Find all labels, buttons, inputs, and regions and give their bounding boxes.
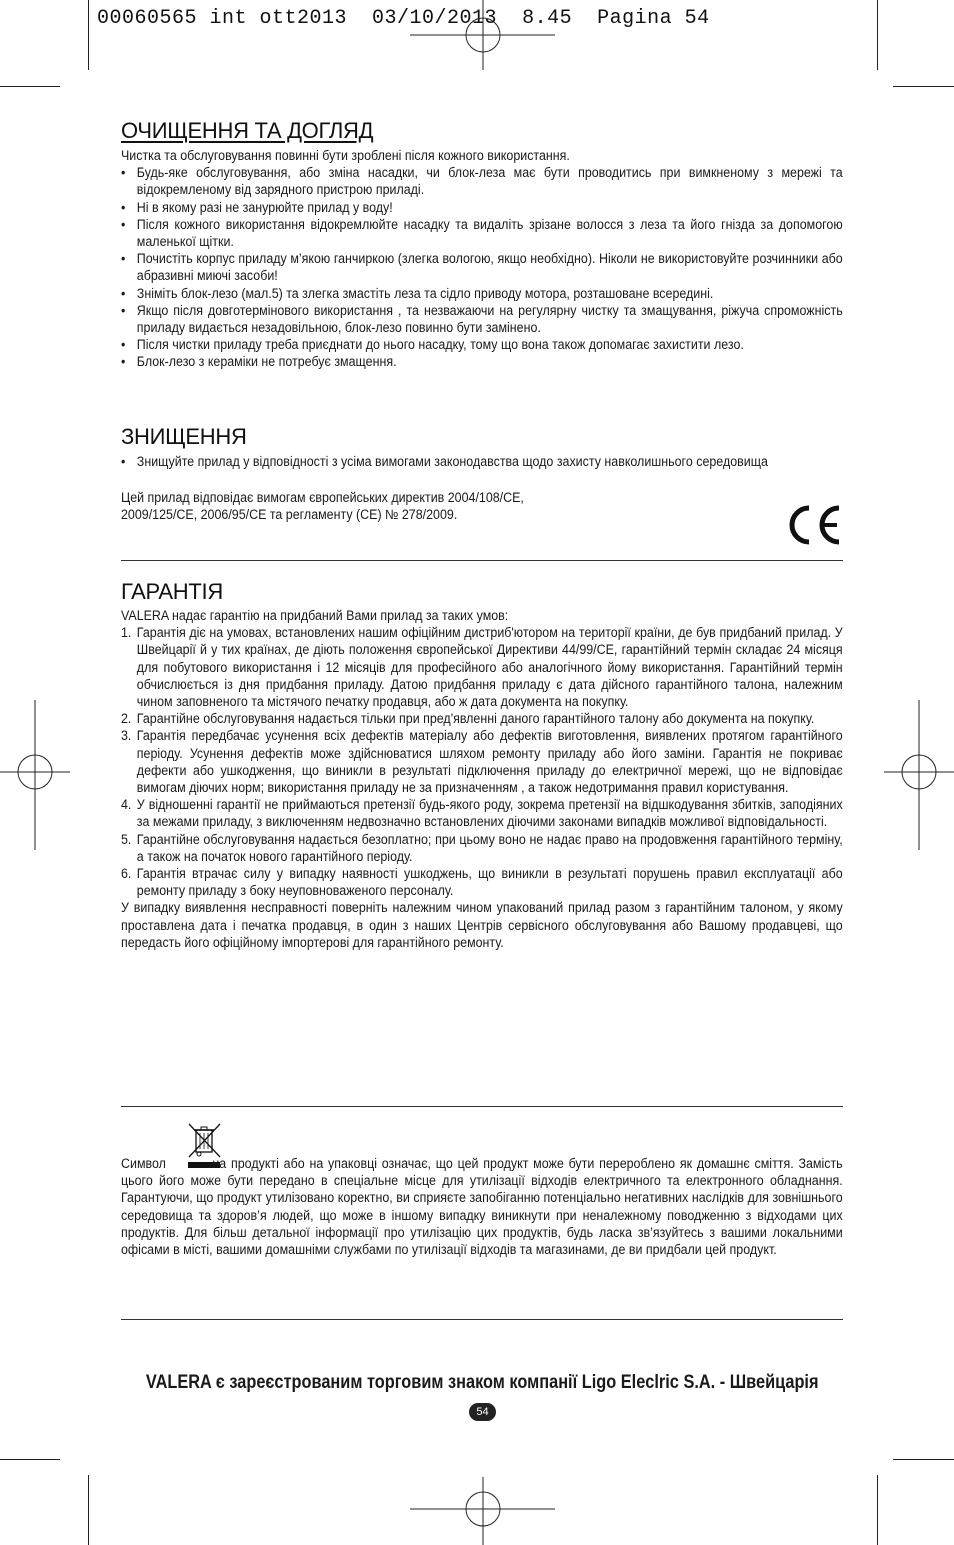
item-number: 2. xyxy=(121,711,132,727)
registration-mark-right xyxy=(884,700,954,850)
crop-mark xyxy=(893,1459,954,1460)
weee-lead: Символ xyxy=(121,1156,166,1171)
directives-line-1: Цей прилад відповідає вимогам європейських директив 2004/108/CE, xyxy=(121,490,524,506)
warranty-list xyxy=(121,624,843,899)
list-item: • Почистіть корпус приладу м’якою ганчиркою (злегка вологою, якщо необхідно). Ніколи не використовуйте розчинники або абразивні миючі засоби! xyxy=(121,250,843,284)
crop-mark xyxy=(877,0,878,70)
list-item: • Ні в якому разі не занурюйте прилад у воду! xyxy=(121,199,843,216)
disposal-section xyxy=(121,424,843,524)
item-text: У відношенні гарантії не приймаються претензії будь-якого роду, зокрема претензії на відшкодування збитків, заподіяних за межами приладу, з виключенням недвозначно встановлених діючими законами випадків можливої відповідальності. xyxy=(136,797,843,830)
item-number: 1. xyxy=(121,625,132,641)
crop-mark xyxy=(893,86,954,87)
list-item: • Після чистки приладу треба приєднати до нього насадку, тому що вона також допомагає захистити лезо. xyxy=(121,336,843,353)
warranty-closing: У випадку виявлення несправності поверніть належним чином упакований прилад разом з гарантійним талоном, у якому проставлена дата і печатка продавця, в один з наших Центрів сервісного обслуговування або Вашому продавцеві, що передасть його офіційному імпортерові для гарантійного ремонту. xyxy=(121,900,843,950)
cleaning-body xyxy=(121,147,843,371)
item-text: Гарантія діє на умовах, встановлених нашим офіційним дистриб'ютором на території країни, де був придбаний прилад. У Швейцарії й у тих країнах, де діють положення європейської Директиви 44/99/CE, гарантійний термін складає 24 місяця для побутового використання і 12 місяців для професійного або аналогічного йому використання. Гарантійний термін обчислюється із дня придбання приладу. Датою придбання приладу є дата дійсного гарантійного талона, належним чином заповненого та містячого печатку продавця, або ж дата документа на покупку. xyxy=(136,625,843,710)
list-item xyxy=(121,710,843,727)
list-item xyxy=(121,865,843,899)
registration-mark-left xyxy=(0,700,70,850)
warranty-intro: VALERA надає гарантію на придбаний Вами прилад за таких умов: xyxy=(121,608,509,623)
item-text: Гарантія передбачає усунення всіх дефектів матеріалу або дефектів виготовлення, виявлених протягом гарантійного періоду. Усунення дефектів може здійснюватися шляхом ремонту приладу або його заміни. Гарантія не покриває дефекти або ушкодження, що виникли в результаті підключення приладу до електричної мережі, що не відповідає вимогам діючих норм; використання приладу не за призначенням , а також недотримання правил користування. xyxy=(136,728,843,796)
registration-mark-top xyxy=(405,0,565,70)
item-text: Гарантійне обслуговування надається безоплатно; при цьому воно не надає право на продовження гарантійного терміну, а також на початок нового гарантійного періоду. xyxy=(136,831,843,864)
warranty-heading: ГАРАНТІЯ xyxy=(121,579,223,604)
registration-mark-bottom xyxy=(405,1477,565,1545)
trademark-footer: VALERA є зареєстрованим торговим знаком компанії Ligo Eleclric S.A. - Швейцарія xyxy=(145,1372,819,1393)
weee-text: на продукті або на упаковці означає, що цей продукт може бути перероблено як домашнє сміття. Замість цього його може бути передано в спеціальне місце для утилізації відходів електричного та електронного обладнання. Гарантуючи, що продукт утилізовано коректно, ви сприяєте запобіганню потенціально негативних наслідків для зовнішнього середовища та здоров’я людей, що може в іншому випадку виникнути при неналежному поводженню з відходами цих продуктів. Для більш детальної інформації про утилізацію цих продуктів, будь ласка зв’язуйтесь з вашими локальними офісами в місті, вашими домашніми службами по утилізації відходів та магазинами, де ви придбали цей продукт. xyxy=(121,1156,843,1258)
list-item xyxy=(121,796,843,830)
item-number: 3. xyxy=(121,728,132,744)
page-number-badge: 54 xyxy=(469,1403,496,1421)
cleaning-list xyxy=(121,164,843,370)
disposal-body xyxy=(121,453,843,524)
warranty-body xyxy=(121,607,843,951)
list-item: • Якщо після довготермінового використання , та незважаючи на регулярну чистку та змащування, ріжуча спроможність приладу видається незадовільною, блок-лезо повинно бути замінено. xyxy=(121,302,843,336)
item-number: 5. xyxy=(121,831,132,847)
disposal-list xyxy=(121,453,843,470)
crop-mark xyxy=(88,0,89,70)
list-item: • Блок-лезо з кераміки не потребує змащення. xyxy=(121,353,843,370)
list-item xyxy=(121,727,843,796)
weee-section xyxy=(121,1122,843,1258)
crop-mark xyxy=(0,1459,60,1460)
divider xyxy=(121,1319,843,1320)
print-slug: 00060565 int ott2013 03/10/2013 8.45 Pagina 54 xyxy=(97,7,710,30)
list-item: • Після кожного використання відокремлюйте насадку та видаліть зрізане волосся з леза та його гнізда за допомогою маленької щітки. xyxy=(121,216,843,250)
list-item: • Знищуйте прилад у відповідності з усіма вимогами законодавства щодо захисту навколишнього середовища xyxy=(121,453,843,470)
list-item xyxy=(121,624,843,710)
crop-mark xyxy=(877,1475,878,1545)
cleaning-intro: Чистка та обслуговування повинні бути зроблені після кожного використання. xyxy=(121,148,570,163)
list-item xyxy=(121,831,843,865)
ce-mark-icon xyxy=(783,504,843,546)
divider xyxy=(121,560,843,561)
page-content xyxy=(121,118,843,371)
item-text: Гарантія втрачає силу у випадку наявності ушкоджень, що виникли в результаті порушень правил експлуатації або ремонту приладу з боку неуповноваженого персоналу. xyxy=(136,866,843,899)
item-text: Гарантійне обслуговування надається тільки при пред'явленні даного гарантійного талону або документа на покупку. xyxy=(136,711,815,727)
crop-mark xyxy=(0,86,60,87)
item-number: 6. xyxy=(121,866,132,882)
divider xyxy=(121,1106,843,1107)
item-number: 4. xyxy=(121,797,132,813)
cleaning-heading: ОЧИЩЕННЯ ТА ДОГЛЯД xyxy=(121,118,374,143)
crop-mark xyxy=(88,1475,89,1545)
list-item: • Зніміть блок-лезо (мал.5) та злегка змастіть леза та сідло приводу мотора, розташоване всередині. xyxy=(121,285,843,302)
weee-body xyxy=(121,1155,843,1258)
warranty-section xyxy=(121,579,843,951)
disposal-heading: ЗНИЩЕННЯ xyxy=(121,424,247,449)
directives-line-2: 2009/125/CE, 2006/95/CE та регламенту (CE) № 278/2009. xyxy=(121,507,458,523)
list-item: • Будь-яке обслуговування, або зміна насадки, чи блок-леза має бути проводитись при вимкненому з мережі та відокремленому від зарядного пристрою приладі. xyxy=(121,164,843,198)
